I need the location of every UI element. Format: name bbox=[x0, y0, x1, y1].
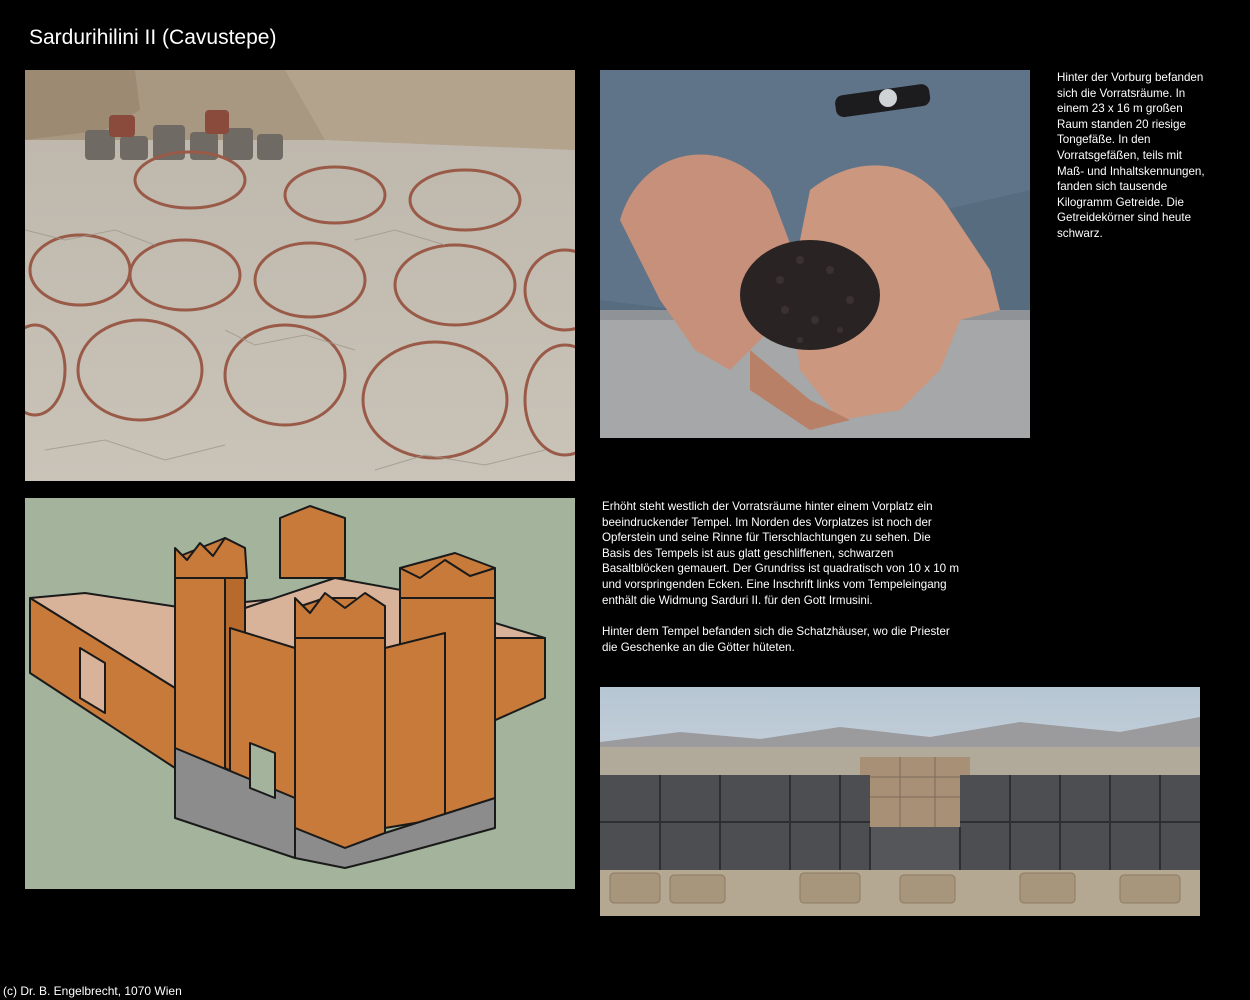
temple-foundation-photo bbox=[600, 687, 1200, 916]
hands-with-grain-photo bbox=[600, 70, 1030, 438]
storage-description: Hinter der Vorburg befanden sich die Vorratsräume. In einem 23 x 16 m großen Raum standen 20 riesige Tongefäße. In den Vorratsgefäßen, teils mit Maß- und Inhaltskennungen, fanden sich tausende Kilogramm Getreide. Die Getreidekörner sind heute schwarz. bbox=[1057, 71, 1205, 240]
copyright-footer: (c) Dr. B. Engelbrecht, 1070 Wien bbox=[3, 984, 182, 998]
temple-paragraph-2: Hinter dem Tempel befanden sich die Schatzhäuser, wo die Priester die Geschenke an die Götter hüteten. bbox=[602, 625, 950, 654]
temple-paragraph-1: Erhöht steht westlich der Vorratsräume hinter einem Vorplatz ein beeindruckender Tempel. Im Norden des Vorplatzes ist noch der Opferstein und seine Rinne für Tierschlachtungen zu sehen. Die Basis des Tempels ist aus glatt geschliffenen, schwarzen Basaltblöcken gemauert. Der Grundriss ist quadratisch von 10 x 10 m und vorspringenden Ecken. Eine Inschrift links vom Tempeleingang enthält die Widmung Sarduri II. für den Gott Irmusini. bbox=[602, 500, 960, 607]
temple-description bbox=[602, 499, 962, 671]
storage-room-photo bbox=[25, 70, 575, 481]
page-title: Sardurihilini II (Cavustepe) bbox=[29, 26, 277, 49]
temple-reconstruction-drawing bbox=[25, 498, 575, 889]
